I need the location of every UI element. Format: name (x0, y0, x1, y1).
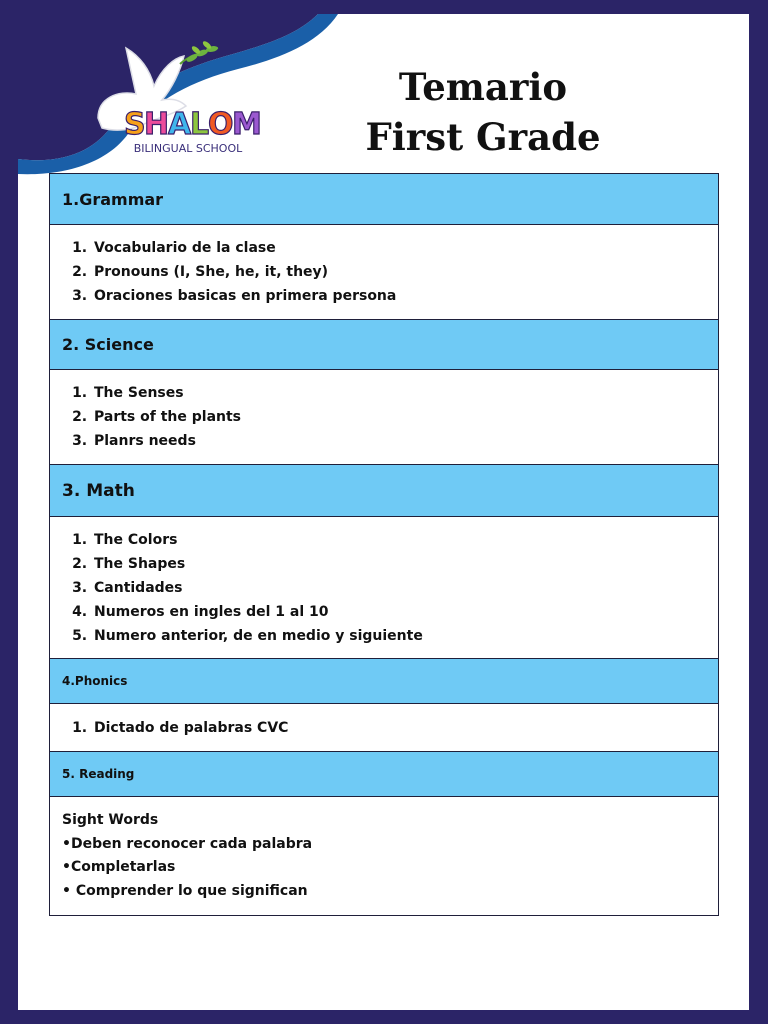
list-item: 3. Oraciones basicas en primera persona (92, 284, 706, 308)
svg-text:M: M (232, 107, 262, 142)
list-item: 1. The Senses (92, 381, 706, 405)
title-line-2: First Grade (365, 115, 601, 159)
reading-line: Sight Words (62, 812, 159, 828)
list-item: 1. The Colors (92, 528, 706, 552)
syllabus-table (49, 173, 719, 916)
math-list (62, 528, 706, 648)
reading-line: •Completarlas (62, 859, 176, 875)
section-body-phonics (50, 704, 719, 752)
list-item: 4. Numeros en ingles del 1 al 10 (92, 600, 706, 624)
list-item: 3. Cantidades (92, 576, 706, 600)
list-item: 2. Pronouns (I, She, he, it, they) (92, 260, 706, 284)
section-heading-reading: 5. Reading (50, 752, 719, 797)
list-item: 3. Planrs needs (92, 429, 706, 453)
page-title (308, 62, 658, 162)
list-item: 2. Parts of the plants (92, 405, 706, 429)
list-item: 2. The Shapes (92, 552, 706, 576)
reading-line: •Deben reconocer cada palabra (62, 835, 313, 852)
phonics-list (62, 716, 706, 740)
reading-line: • Comprender lo que significan (62, 882, 308, 899)
list-item: 1. Vocabulario de la clase (92, 236, 706, 260)
section-heading-science: 2. Science (50, 320, 719, 370)
section-heading-phonics: 4.Phonics (50, 659, 719, 704)
svg-text:S: S (124, 107, 146, 142)
section-body-grammar (50, 225, 719, 320)
logo-tagline: BILINGUAL SCHOOL (133, 142, 243, 155)
section-body-reading (50, 797, 719, 916)
svg-text:H: H (144, 107, 170, 142)
science-list (62, 381, 706, 453)
svg-text:L: L (190, 107, 210, 142)
school-logo (88, 28, 288, 168)
grammar-list (62, 236, 706, 308)
svg-text:O: O (208, 107, 234, 142)
section-heading-math: 3. Math (50, 465, 719, 517)
section-heading-grammar: 1.Grammar (50, 174, 719, 225)
section-body-science (50, 370, 719, 465)
title-line-1: Temario (398, 65, 568, 109)
logo-wordmark (124, 107, 262, 142)
section-body-math (50, 517, 719, 659)
list-item: 1. Dictado de palabras CVC (92, 716, 706, 740)
list-item: 5. Numero anterior, de en medio y siguiente (92, 624, 706, 648)
svg-text:A: A (168, 107, 192, 142)
